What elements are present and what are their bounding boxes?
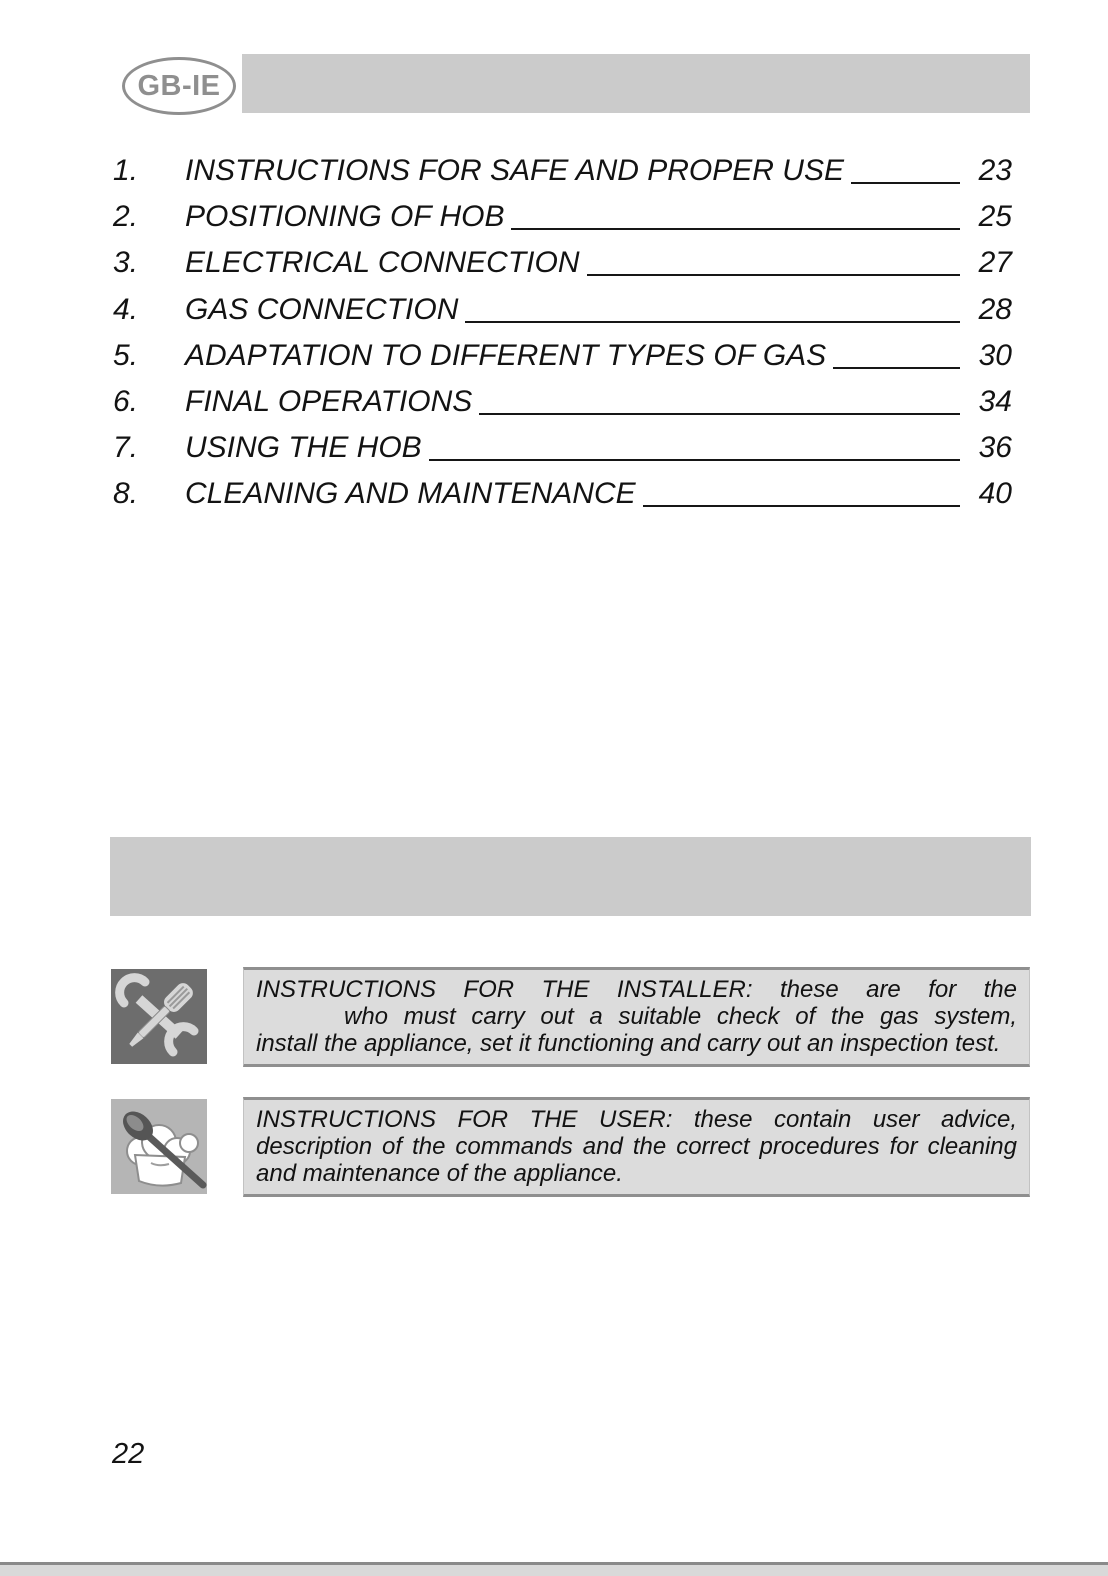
toc-entry [113,333,1012,379]
chef-hat-icon [111,1099,207,1194]
toc-entry [113,379,1012,425]
toc-leader-line [479,379,960,415]
toc-entry-title: ADAPTATION TO DIFFERENT TYPES OF GAS [185,338,827,372]
toc-leader-line [851,148,960,184]
toc-entry-number: 2. [113,200,139,234]
toc-entry-title: CLEANING AND MAINTENANCE [185,477,636,511]
toc-leader-line [587,240,960,276]
toc-entry-title: USING THE HOB [185,431,422,465]
toc-entry-number: 3. [113,246,139,280]
toc-entry-page: 30 [978,338,1012,372]
toc-entry-page: 40 [978,477,1012,511]
toc-leader-line [511,194,960,230]
toc-entry-title: GAS CONNECTION [185,292,459,326]
language-badge [122,57,236,115]
toc-entry-number: 6. [113,384,139,418]
user-note-line: description of the commands and the correct procedures for cleaning [256,1133,1017,1160]
toc-entry [113,287,1012,333]
toc-entry [113,471,1012,517]
toc-entry-title: INSTRUCTIONS FOR SAFE AND PROPER USE [185,154,844,187]
user-note-tile [111,1099,207,1194]
toc-entry-page: 36 [978,431,1012,465]
installer-note-line: who must carry out a suitable check of the gas system, [344,1003,1017,1030]
user-note-line: and maintenance of the appliance. [256,1160,623,1187]
installer-note-line: install the appliance, set it functioning and carry out an inspection test. [256,1030,1001,1057]
toc-entry [113,240,1012,286]
installer-note-tile [111,969,207,1064]
toc-entry-page: 28 [978,292,1012,326]
language-badge-label: GB-IE [137,69,221,102]
tools-icon [111,969,207,1064]
toc-leader-line [833,333,960,369]
toc-entry [113,194,1012,240]
user-note-line: INSTRUCTIONS FOR THE USER: these contain user advice, [256,1106,1017,1133]
toc-entry-title: POSITIONING OF HOB [185,200,505,234]
header-bar [242,54,1030,113]
installer-instructions-box [243,967,1030,1067]
installer-note-line: INSTRUCTIONS FOR THE INSTALLER: these are for the [256,976,1017,1003]
toc-entry-number: 1. [113,154,139,187]
toc-entry-number: 4. [113,292,139,326]
toc-entry-title: FINAL OPERATIONS [185,384,473,418]
toc-entry [113,425,1012,471]
footer-strip [0,1565,1108,1576]
section-divider-bar [110,837,1031,916]
toc-entry-page: 34 [978,384,1012,418]
toc-entry-number: 5. [113,338,139,372]
toc-entry-number: 8. [113,477,139,511]
toc-entry-page: 27 [978,246,1012,280]
toc-entry-page: 23 [978,154,1012,187]
toc-leader-line [643,471,960,507]
toc-entry [113,148,1012,194]
toc-leader-line [429,425,960,461]
toc-entry-number: 7. [113,431,139,465]
table-of-contents [113,148,1012,518]
toc-entry-title: ELECTRICAL CONNECTION [185,246,580,280]
toc-leader-line [465,287,960,323]
toc-entry-page: 25 [978,200,1012,234]
user-instructions-box [243,1097,1030,1197]
page-number: 22 [112,1438,145,1470]
